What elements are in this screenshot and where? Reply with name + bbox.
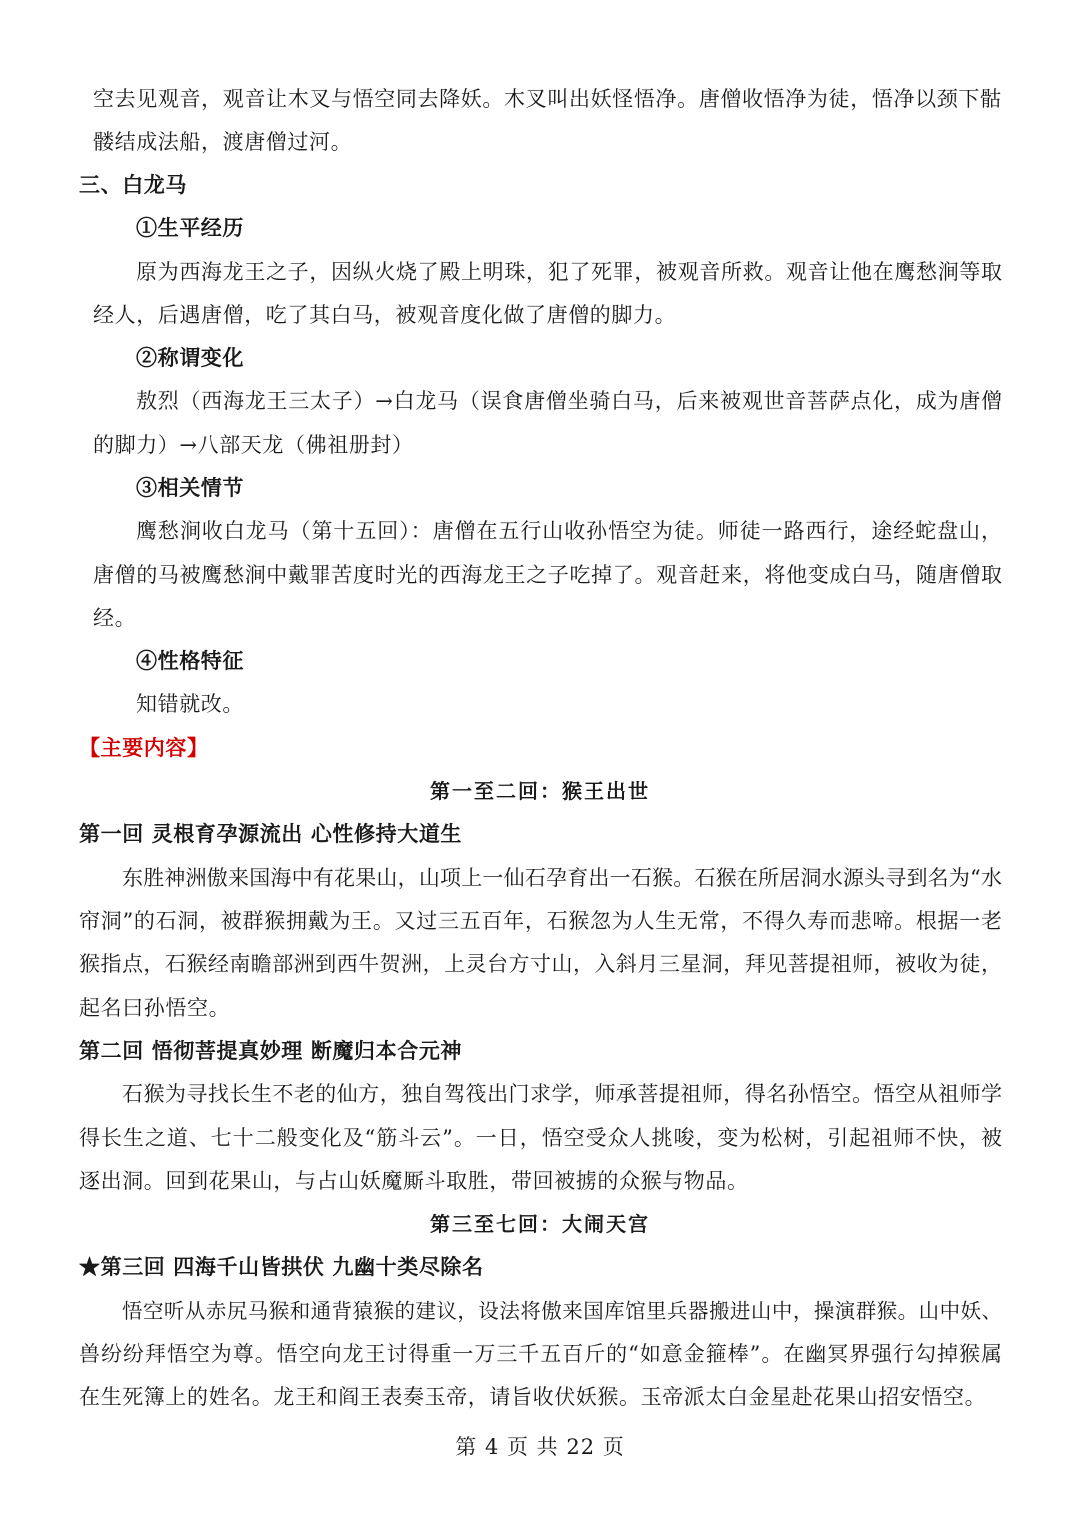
paragraph-line: 兽纷纷拜悟空为尊。悟空向龙王讨得重一万三千五百斤的“如意金箍棒”。在幽冥界强行勾掉猴属 bbox=[79, 1342, 1002, 1366]
subsection-title: ②称谓变化 bbox=[136, 345, 244, 370]
subsection-title: ④性格特征 bbox=[136, 648, 244, 673]
paragraph-line: 知错就改。 bbox=[136, 692, 244, 716]
paragraph-line: 悟空听从赤尻马猴和通背猿猴的建议，设法将傲来国库馆里兵器搬进山中，操演群猴。山中妖、 bbox=[122, 1299, 1002, 1323]
paragraph-line: 逐出洞。回到花果山，与占山妖魔厮斗取胜，带回被掳的众猴与物品。 bbox=[79, 1169, 749, 1193]
paragraph-line: 东胜神洲傲来国海中有花果山，山项上一仙石孕育出一石猴。石猴在所居洞水源头寻到名为“水 bbox=[122, 866, 1002, 890]
subsection-title: ③相关情节 bbox=[136, 475, 244, 500]
paragraph-line: 猴指点，石猴经南瞻部洲到西牛贺洲，上灵台方寸山，入斜月三星洞，拜见菩提祖师，被收为徒， bbox=[79, 952, 1002, 976]
paragraph-line: 的脚力）→八部天龙（佛祖册封） bbox=[93, 433, 414, 457]
chapter-title: 第二回 悟彻菩提真妙理 断魔归本合元神 bbox=[79, 1038, 463, 1063]
section-heading: 三、白龙马 bbox=[79, 172, 187, 197]
subsection-title: ①生平经历 bbox=[136, 215, 244, 240]
paragraph-line: 原为西海龙王之子，因纵火烧了殿上明珠，犯了死罪，被观音所救。观音让他在鹰愁涧等取 bbox=[136, 260, 1002, 284]
paragraph-line: 敖烈（西海龙王三太子）→白龙马（误食唐僧坐骑白马，后来被观世音菩萨点化，成为唐僧 bbox=[136, 389, 1002, 413]
part-title: 第三至七回：大闹天宫 bbox=[430, 1212, 650, 1236]
paragraph-line: 得长生之道、七十二般变化及“筋斗云”。一日，悟空受众人挑唆，变为松树，引起祖师不快，被 bbox=[79, 1126, 1002, 1150]
paragraph-line: 起名曰孙悟空。 bbox=[79, 996, 231, 1020]
paragraph-line: 髅结成法船，渡唐僧过河。 bbox=[93, 130, 353, 154]
paragraph-line: 经人，后遇唐僧，吃了其白马，被观音度化做了唐僧的脚力。 bbox=[93, 303, 677, 327]
paragraph-line: 空去见观音，观音让木叉与悟空同去降妖。木叉叫出妖怪悟净。唐僧收悟净为徒，悟净以颈下骷 bbox=[93, 87, 1001, 111]
paragraph-line: 帘洞”的石洞，被群猴拥戴为王。又过三五百年，石猴忽为人生无常，不得久寿而悲啼。根据一老 bbox=[79, 909, 1002, 933]
paragraph-line: 在生死簿上的姓名。龙王和阎王表奏玉帝，请旨收伏妖猴。玉帝派太白金星赴花果山招安悟空。 bbox=[79, 1385, 987, 1409]
part-title: 第一至二回：猴王出世 bbox=[430, 779, 650, 803]
chapter-title: 第一回 灵根育孕源流出 心性修持大道生 bbox=[79, 821, 463, 846]
paragraph-line: 石猴为寻找长生不老的仙方，独自驾筏出门求学，师承菩提祖师，得名孙悟空。悟空从祖师学 bbox=[122, 1082, 1002, 1106]
page-footer: 第 4 页 共 22 页 bbox=[455, 1435, 625, 1459]
paragraph-line: 经。 bbox=[93, 606, 137, 630]
paragraph-line: 唐僧的马被鹰愁涧中戴罪苦度时光的西海龙王之子吃掉了。观音赶来，将他变成白马，随唐僧取 bbox=[93, 563, 1002, 587]
main-content-label: 【主要内容】 bbox=[79, 735, 209, 760]
chapter-title: ★第三回 四海千山皆拱伏 九幽十类尽除名 bbox=[79, 1254, 484, 1279]
paragraph-line: 鹰愁涧收白龙马（第十五回）：唐僧在五行山收孙悟空为徒。师徒一路西行，途经蛇盘山， bbox=[136, 519, 1002, 543]
